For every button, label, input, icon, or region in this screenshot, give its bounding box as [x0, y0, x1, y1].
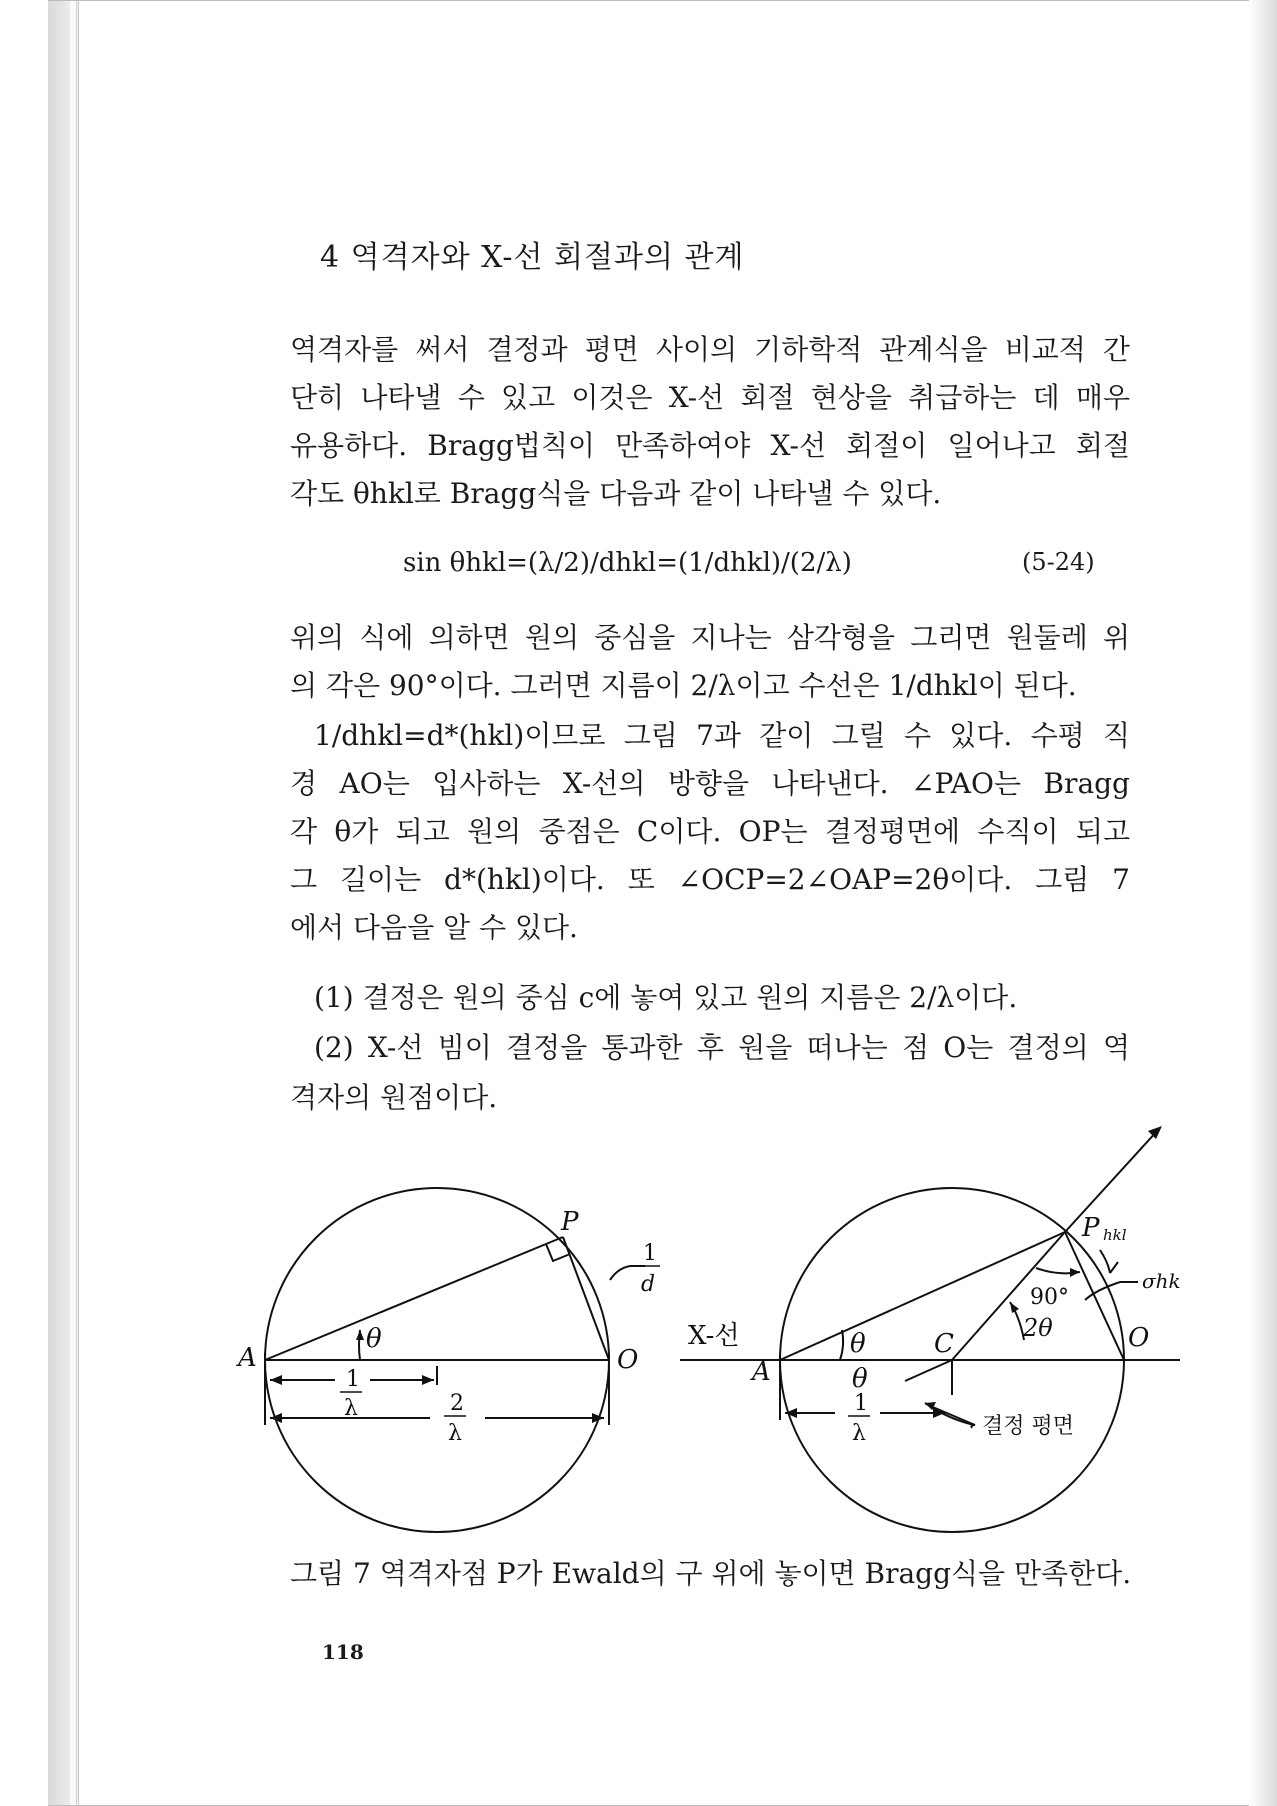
arrow-lambda-left [270, 1375, 282, 1385]
arrow-theta-left [356, 1330, 364, 1340]
left-label-one-d: 1 [643, 1241, 657, 1266]
left-label-A: A [238, 1343, 257, 1373]
left-label-P: P [561, 1207, 579, 1237]
left-label-lambda: λ [344, 1396, 358, 1421]
list-item-2-continued: 격자의 원점이다. [290, 1081, 498, 1114]
text-line: 1/dhkl=d*(hkl)이므로 그림 7과 같이 그릴 수 있다. 수평 직 [314, 719, 1130, 752]
text-line: 그 길이는 d*(hkl)이다. 또 ∠OCP=2∠OAP=2θ이다. 그림 7 [290, 863, 1130, 896]
right-chord-PO [1065, 1232, 1124, 1360]
list-item-2: (2) X-선 빔이 결정을 통과한 후 원을 떠나는 점 O는 결정의 역 [314, 1031, 1130, 1064]
left-label-d: d [641, 1272, 656, 1297]
right-label-xray: X-선 [688, 1321, 740, 1351]
text-line: 경 AO는 입사하는 X-선의 방향을 나타낸다. ∠PAO는 Bragg [290, 767, 1130, 800]
list-item-1: (1) 결정은 원의 중심 c에 놓여 있고 원의 지름은 2/λ이다. [314, 981, 1018, 1014]
text-line: 각 θ가 되고 원의 중점은 C이다. OP는 결정평면에 수직이 되고 [290, 815, 1130, 848]
right-label-P-sub: hkl [1103, 1226, 1127, 1244]
left-chord-AP [265, 1237, 563, 1360]
left-label-lambda-2: λ [448, 1421, 462, 1446]
right-label-theta-2: θ [852, 1364, 868, 1394]
right-label-A: A [752, 1357, 771, 1387]
text-line: 각도 θhkl로 Bragg식을 다음과 같이 나타낼 수 있다. [290, 477, 942, 510]
right-label-O: O [1128, 1323, 1150, 1353]
arrow-lambda-right [422, 1375, 434, 1385]
text-line: 역격자를 써서 결정과 평면 사이의 기하학적 관계식을 비교적 간 [290, 333, 1130, 366]
right-label-P: P [1082, 1213, 1100, 1243]
left-label-one-lambda: 1 [346, 1367, 360, 1392]
right-label-2theta: 2θ [1023, 1314, 1053, 1342]
right-label-sigma: σhk [1142, 1269, 1181, 1293]
right-label-C: C [934, 1329, 954, 1359]
arrow-2theta [1010, 1302, 1019, 1313]
text-line: 단히 나타낼 수 있고 이것은 X-선 회절 현상을 취급하는 데 매우 [290, 381, 1130, 414]
figure-caption: 그림 7 역격자점 P가 Ewald의 구 위에 놓이면 Bragg식을 만족한다. [290, 1557, 1132, 1590]
right-label-90: 90° [1030, 1285, 1069, 1310]
left-chord-PO [563, 1237, 609, 1360]
arrow-90 [1070, 1268, 1080, 1277]
left-label-theta: θ [366, 1324, 382, 1354]
left-label-O: O [617, 1345, 639, 1375]
crystal-plane [905, 1360, 952, 1381]
text-line: 의 각은 90°이다. 그러면 지름이 2/λ이고 수선은 1/dhkl이 된다. [290, 669, 1077, 702]
right-label-lambda: λ [852, 1421, 866, 1446]
text-line: 에서 다음을 알 수 있다. [290, 911, 578, 944]
right-label-plane: 결정 평면 [982, 1414, 1075, 1439]
text-line: 유용하다. Bragg법칙이 만족하여야 X-선 회절이 일어나고 회절 [290, 429, 1130, 462]
text-line: 위의 식에 의하면 원의 중심을 지나는 삼각형을 그리면 원둘레 위 [290, 621, 1130, 654]
equation-number: (5-24) [1022, 548, 1095, 576]
page-number: 118 [322, 1640, 364, 1664]
arrow-head-diffracted [1148, 1126, 1162, 1139]
diffracted-ray [1065, 1130, 1158, 1232]
section-heading: 4 역격자와 X-선 회절과의 관계 [320, 240, 745, 275]
right-label-theta: θ [850, 1329, 866, 1359]
bragg-formula: sin θhkl=(λ/2)/dhkl=(1/dhkl)/(2/λ) [403, 548, 852, 578]
right-label-one: 1 [854, 1391, 868, 1416]
left-label-two: 2 [450, 1391, 464, 1416]
